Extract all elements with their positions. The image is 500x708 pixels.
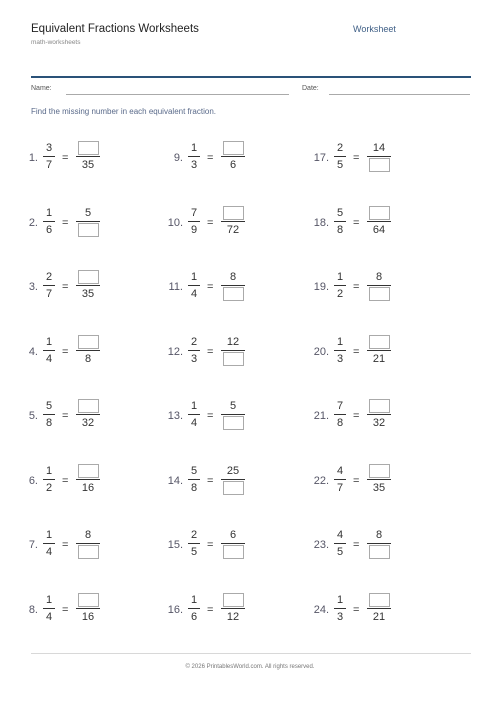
problem-item (309, 527, 439, 567)
given-denominator: 7 (45, 159, 53, 171)
target-denominator: 35 (81, 288, 95, 300)
answer-box[interactable] (78, 593, 99, 607)
target-fraction (367, 205, 391, 238)
given-fraction (333, 527, 347, 560)
target-denominator: 6 (229, 159, 237, 171)
equals-sign: = (62, 603, 69, 616)
given-fraction (42, 334, 56, 367)
given-fraction (187, 269, 201, 302)
given-numerator: 1 (45, 464, 53, 477)
target-fraction (76, 269, 100, 302)
given-numerator: 1 (336, 593, 344, 606)
given-denominator: 6 (190, 610, 198, 623)
target-numerator: 12 (226, 335, 240, 348)
given-denominator: 7 (336, 481, 344, 494)
given-numerator: 1 (190, 400, 198, 412)
given-fraction (42, 463, 56, 496)
target-fraction (76, 527, 100, 560)
target-fraction (221, 269, 245, 302)
target-fraction (76, 398, 100, 431)
problem-item (309, 398, 439, 438)
name-label: Name: (31, 85, 52, 92)
equals-sign: = (207, 539, 214, 551)
problem-item (309, 205, 439, 245)
equals-sign: = (207, 281, 214, 293)
problem-number: 24. (313, 603, 329, 616)
answer-box[interactable] (223, 593, 244, 607)
given-denominator: 8 (45, 417, 53, 429)
given-numerator: 1 (190, 271, 198, 283)
given-fraction (333, 334, 347, 367)
target-fraction (367, 269, 391, 302)
target-numerator: 25 (226, 464, 240, 477)
given-denominator: 3 (190, 159, 198, 171)
given-denominator: 7 (45, 288, 53, 300)
answer-box[interactable] (369, 545, 390, 559)
given-numerator: 2 (190, 529, 198, 541)
answer-box[interactable] (78, 545, 99, 559)
answer-box[interactable] (369, 399, 390, 413)
equals-sign: = (353, 216, 360, 229)
target-fraction (221, 205, 245, 238)
given-fraction (187, 592, 201, 625)
target-numerator: 8 (375, 529, 383, 541)
page-subtitle: math-worksheets (31, 39, 81, 46)
given-fraction (333, 140, 347, 173)
problem-item (18, 592, 148, 632)
problem-item (18, 398, 148, 438)
problem-number: 9. (173, 152, 183, 164)
given-fraction (187, 463, 201, 496)
answer-box[interactable] (78, 270, 99, 284)
given-numerator: 1 (190, 142, 198, 154)
target-fraction (367, 334, 391, 367)
equals-sign: = (62, 539, 69, 551)
answer-box[interactable] (223, 545, 244, 559)
problem-number: 1. (28, 152, 38, 164)
target-numerator: 8 (84, 529, 92, 541)
target-fraction (367, 140, 391, 173)
problem-number: 4. (28, 345, 38, 358)
target-fraction (76, 334, 100, 367)
equals-sign: = (353, 152, 360, 164)
given-denominator: 4 (45, 352, 53, 365)
target-fraction (367, 398, 391, 431)
problem-number: 3. (28, 281, 38, 293)
target-denominator: 35 (372, 481, 386, 494)
fraction-bar (76, 543, 100, 544)
problem-number: 20. (313, 345, 329, 358)
problem-number: 23. (313, 539, 329, 551)
answer-box[interactable] (223, 352, 244, 366)
given-fraction (42, 527, 56, 560)
given-fraction (42, 592, 56, 625)
target-numerator: 14 (372, 142, 386, 154)
problem-item (18, 140, 148, 180)
problem-item (163, 334, 293, 374)
answer-box[interactable] (223, 481, 244, 495)
given-denominator: 5 (336, 159, 344, 171)
answer-box[interactable] (223, 416, 244, 430)
date-field[interactable] (329, 94, 470, 95)
target-fraction (76, 463, 100, 496)
target-denominator: 64 (372, 223, 386, 236)
given-numerator: 1 (45, 529, 53, 541)
name-field[interactable] (66, 94, 289, 95)
target-denominator: 32 (372, 417, 386, 429)
target-numerator: 5 (84, 206, 92, 219)
equals-sign: = (353, 603, 360, 616)
fraction-bar (221, 543, 245, 544)
given-fraction (187, 398, 201, 431)
problem-item (309, 463, 439, 503)
problem-number: 15. (167, 539, 183, 551)
given-fraction (333, 269, 347, 302)
fraction-bar (367, 543, 391, 544)
target-fraction (367, 527, 391, 560)
answer-box[interactable] (369, 206, 390, 220)
problem-number: 17. (313, 152, 329, 164)
target-numerator: 8 (229, 271, 237, 283)
problem-number: 16. (167, 603, 183, 616)
footer-divider (31, 653, 471, 654)
target-fraction (221, 398, 245, 431)
target-denominator: 21 (372, 352, 386, 365)
answer-box[interactable] (369, 593, 390, 607)
equals-sign: = (207, 345, 214, 358)
fraction-bar (221, 414, 245, 415)
given-denominator: 3 (190, 352, 198, 365)
fraction-bar (367, 285, 391, 286)
target-denominator: 35 (81, 159, 95, 171)
problem-item (309, 592, 439, 632)
answer-box[interactable] (78, 223, 99, 237)
equals-sign: = (353, 474, 360, 487)
answer-box[interactable] (78, 335, 99, 349)
target-fraction (367, 592, 391, 625)
given-numerator: 1 (45, 335, 53, 348)
given-fraction (333, 398, 347, 431)
given-numerator: 4 (336, 529, 344, 541)
fraction-bar (221, 479, 245, 480)
given-denominator: 8 (336, 417, 344, 429)
problem-number: 6. (28, 474, 38, 487)
given-denominator: 8 (190, 481, 198, 494)
problem-item (163, 463, 293, 503)
instructions: Find the missing number in each equivalent fraction. (31, 107, 216, 116)
problem-number: 11. (168, 281, 183, 293)
problem-item (163, 140, 293, 180)
given-fraction (187, 140, 201, 173)
given-fraction (333, 205, 347, 238)
target-numerator: 8 (375, 271, 383, 283)
problem-item (309, 140, 439, 180)
equals-sign: = (62, 345, 69, 358)
given-denominator: 4 (45, 546, 53, 558)
equals-sign: = (62, 281, 69, 293)
problem-item (309, 334, 439, 374)
footer-copyright: © 2026 PrintablesWorld.com. All rights reserved. (185, 664, 315, 670)
problem-item (163, 527, 293, 567)
problem-number: 21. (313, 410, 329, 422)
given-numerator: 2 (336, 142, 344, 154)
given-fraction (42, 269, 56, 302)
given-denominator: 8 (336, 223, 344, 236)
equals-sign: = (207, 216, 214, 229)
problem-item (18, 205, 148, 245)
equals-sign: = (353, 345, 360, 358)
page-title: Equivalent Fractions Worksheets (31, 23, 199, 35)
equals-sign: = (62, 474, 69, 487)
given-numerator: 7 (336, 400, 344, 412)
problem-number: 14. (167, 474, 183, 487)
given-denominator: 4 (45, 610, 53, 623)
problem-item (163, 205, 293, 245)
problem-item (163, 398, 293, 438)
problem-number: 10. (167, 216, 183, 229)
given-numerator: 2 (45, 271, 53, 283)
given-numerator: 7 (190, 206, 198, 219)
given-denominator: 5 (336, 546, 344, 558)
given-denominator: 3 (336, 352, 344, 365)
problem-number: 13. (167, 410, 183, 422)
answer-box[interactable] (223, 287, 244, 301)
target-denominator: 16 (81, 481, 95, 494)
given-fraction (187, 205, 201, 238)
answer-box[interactable] (369, 287, 390, 301)
equals-sign: = (62, 410, 69, 422)
target-fraction (221, 140, 245, 173)
given-denominator: 9 (190, 223, 198, 236)
equals-sign: = (353, 539, 360, 551)
answer-box[interactable] (223, 141, 244, 155)
target-denominator: 8 (84, 352, 92, 365)
equals-sign: = (353, 281, 360, 293)
equals-sign: = (207, 603, 214, 616)
problem-item (163, 592, 293, 632)
equals-sign: = (207, 152, 214, 164)
target-numerator: 6 (229, 529, 237, 541)
target-fraction (221, 463, 245, 496)
equals-sign: = (62, 152, 69, 164)
problem-number: 19. (313, 281, 329, 293)
problem-number: 8. (28, 603, 38, 616)
given-denominator: 2 (336, 288, 344, 300)
worksheet-tag: Worksheet (353, 24, 396, 34)
date-label: Date: (302, 85, 319, 92)
given-fraction (333, 463, 347, 496)
problem-item (163, 269, 293, 309)
target-fraction (76, 140, 100, 173)
fraction-bar (367, 156, 391, 157)
problem-number: 7. (28, 539, 38, 551)
given-fraction (42, 398, 56, 431)
target-denominator: 16 (81, 610, 95, 623)
answer-box[interactable] (369, 158, 390, 172)
given-numerator: 1 (45, 593, 53, 606)
problem-number: 12. (167, 345, 183, 358)
given-numerator: 1 (45, 206, 53, 219)
answer-box[interactable] (78, 399, 99, 413)
given-denominator: 2 (45, 481, 53, 494)
fraction-bar (76, 221, 100, 222)
given-denominator: 4 (190, 288, 198, 300)
given-fraction (187, 334, 201, 367)
target-fraction (76, 592, 100, 625)
problem-item (18, 269, 148, 309)
target-fraction (221, 592, 245, 625)
given-numerator: 5 (190, 464, 198, 477)
equals-sign: = (207, 474, 214, 487)
given-denominator: 3 (336, 610, 344, 623)
target-fraction (367, 463, 391, 496)
equals-sign: = (207, 410, 214, 422)
problem-number: 18. (313, 216, 329, 229)
target-denominator: 12 (226, 610, 240, 623)
problem-number: 22. (313, 474, 329, 487)
target-denominator: 32 (81, 417, 95, 429)
target-fraction (76, 205, 100, 238)
given-numerator: 2 (190, 335, 198, 348)
given-fraction (42, 205, 56, 238)
answer-box[interactable] (369, 464, 390, 478)
given-fraction (187, 527, 201, 560)
answer-box[interactable] (78, 141, 99, 155)
given-fraction (333, 592, 347, 625)
fraction-bar (221, 350, 245, 351)
given-denominator: 5 (190, 546, 198, 558)
given-numerator: 5 (336, 206, 344, 219)
target-denominator: 21 (372, 610, 386, 623)
fraction-bar (221, 285, 245, 286)
given-numerator: 1 (336, 271, 344, 283)
target-fraction (221, 527, 245, 560)
given-fraction (42, 140, 56, 173)
given-numerator: 1 (190, 593, 198, 606)
answer-box[interactable] (78, 464, 99, 478)
given-numerator: 3 (45, 142, 53, 154)
given-numerator: 4 (336, 464, 344, 477)
given-numerator: 1 (336, 335, 344, 348)
problem-item (18, 463, 148, 503)
answer-box[interactable] (223, 206, 244, 220)
target-denominator: 72 (226, 223, 240, 236)
problem-number: 2. (28, 216, 38, 229)
problem-item (309, 269, 439, 309)
problem-number: 5. (28, 410, 38, 422)
given-denominator: 6 (45, 223, 53, 236)
header-divider (31, 76, 471, 78)
given-denominator: 4 (190, 417, 198, 429)
equals-sign: = (62, 216, 69, 229)
problem-item (18, 527, 148, 567)
equals-sign: = (353, 410, 360, 422)
target-numerator: 5 (229, 400, 237, 412)
target-fraction (221, 334, 245, 367)
answer-box[interactable] (369, 335, 390, 349)
problem-item (18, 334, 148, 374)
given-numerator: 5 (45, 400, 53, 412)
